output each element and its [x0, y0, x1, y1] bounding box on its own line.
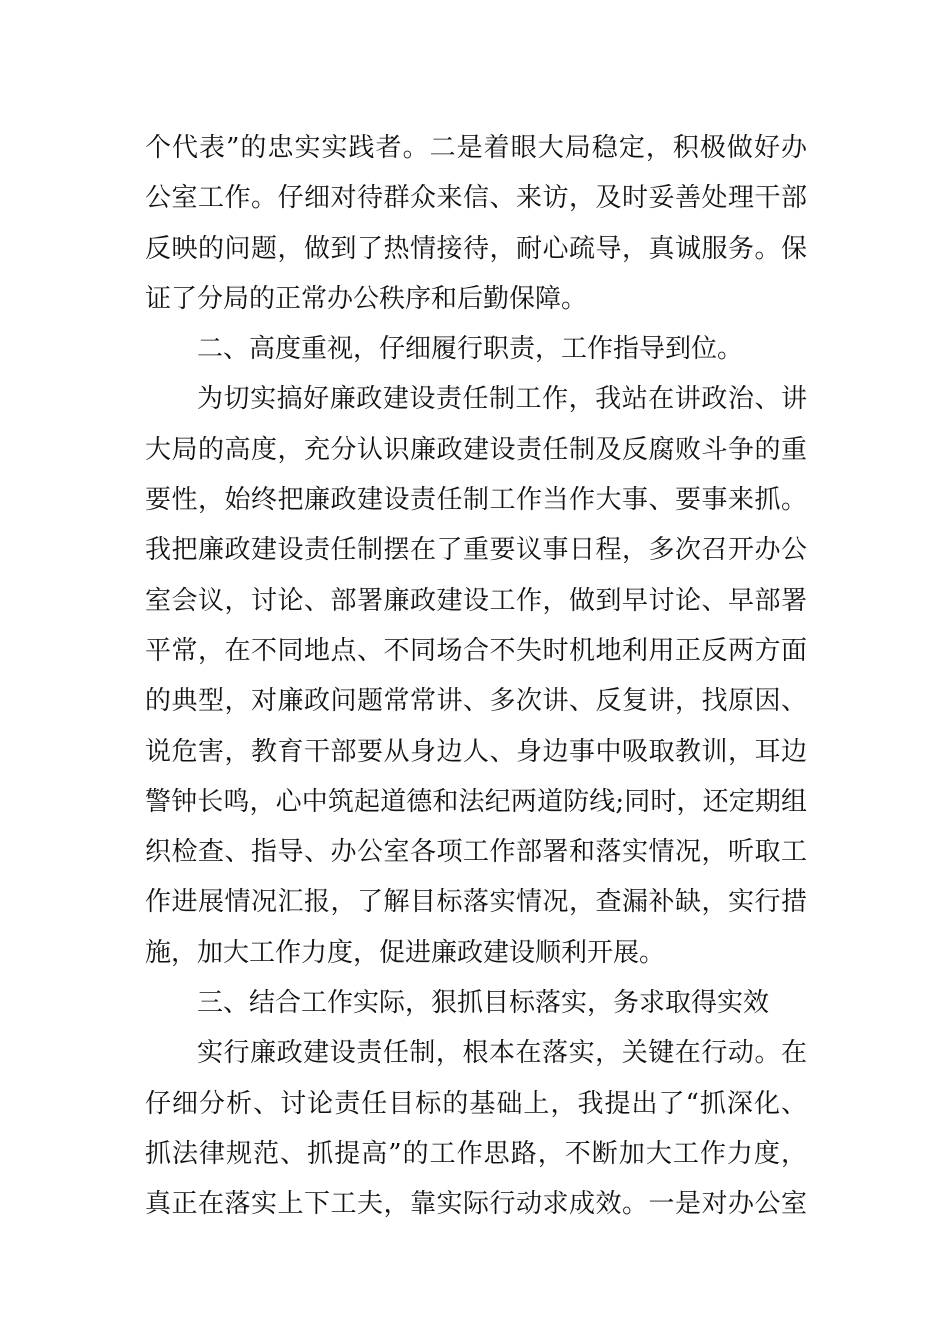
text-line: 的典型，对廉政问题常常讲、多次讲、反复讲，找原因、: [145, 686, 807, 717]
text-line: 实行廉政建设责任制，根本在落实，关键在行动。在: [197, 1038, 807, 1069]
text-line: 真正在落实上下工夫，靠实际行动求成效。一是对办公室: [145, 1189, 807, 1220]
text-line: 证了分局的正常办公秩序和后勤保障。: [145, 283, 588, 314]
text-line: 平常，在不同地点、不同场合不失时机地利用正反两方面: [145, 635, 807, 666]
text-line: 为切实搞好廉政建设责任制工作，我站在讲政治、讲: [197, 384, 807, 415]
text-line: 警钟长鸣，心中筑起道德和法纪两道防线;同时，还定期组: [145, 786, 807, 817]
text-line: 我把廉政建设责任制摆在了重要议事日程，多次召开办公: [145, 535, 807, 566]
text-line: 施，加大工作力度，促进廉政建设顺利开展。: [145, 937, 666, 968]
text-line: 公室工作。仔细对待群众来信、来访，及时妥善处理干部: [145, 183, 807, 214]
text-line: 作进展情况汇报，了解目标落实情况，查漏补缺，实行措: [145, 887, 807, 918]
text-line: 室会议，讨论、部署廉政建设工作，做到早讨论、早部署: [145, 585, 807, 616]
text-line: 织检查、指导、办公室各项工作部署和落实情况，听取工: [145, 837, 807, 868]
text-line: 大局的高度，充分认识廉政建设责任制及反腐败斗争的重: [145, 434, 807, 465]
text-line: 抓法律规范、抓提高”的工作思路，不断加大工作力度，: [145, 1138, 807, 1169]
text-line: 三、结合工作实际，狠抓目标落实，务求取得实效: [197, 988, 770, 1019]
text-line: 反映的问题，做到了热情接待，耐心疏导，真诚服务。保: [145, 233, 807, 264]
text-line: 仔细分析、讨论责任目标的基础上，我提出了“抓深化、: [145, 1088, 807, 1119]
text-line: 二、高度重视，仔细履行职责，工作指导到位。: [197, 334, 744, 365]
text-line: 说危害，教育干部要从身边人、身边事中吸取教训，耳边: [145, 736, 807, 767]
document-body: [145, 123, 807, 1230]
text-line: 个代表”的忠实实践者。二是着眼大局稳定，积极做好办: [145, 133, 807, 163]
text-line: 要性，始终把廉政建设责任制工作当作大事、要事来抓。: [145, 485, 807, 516]
